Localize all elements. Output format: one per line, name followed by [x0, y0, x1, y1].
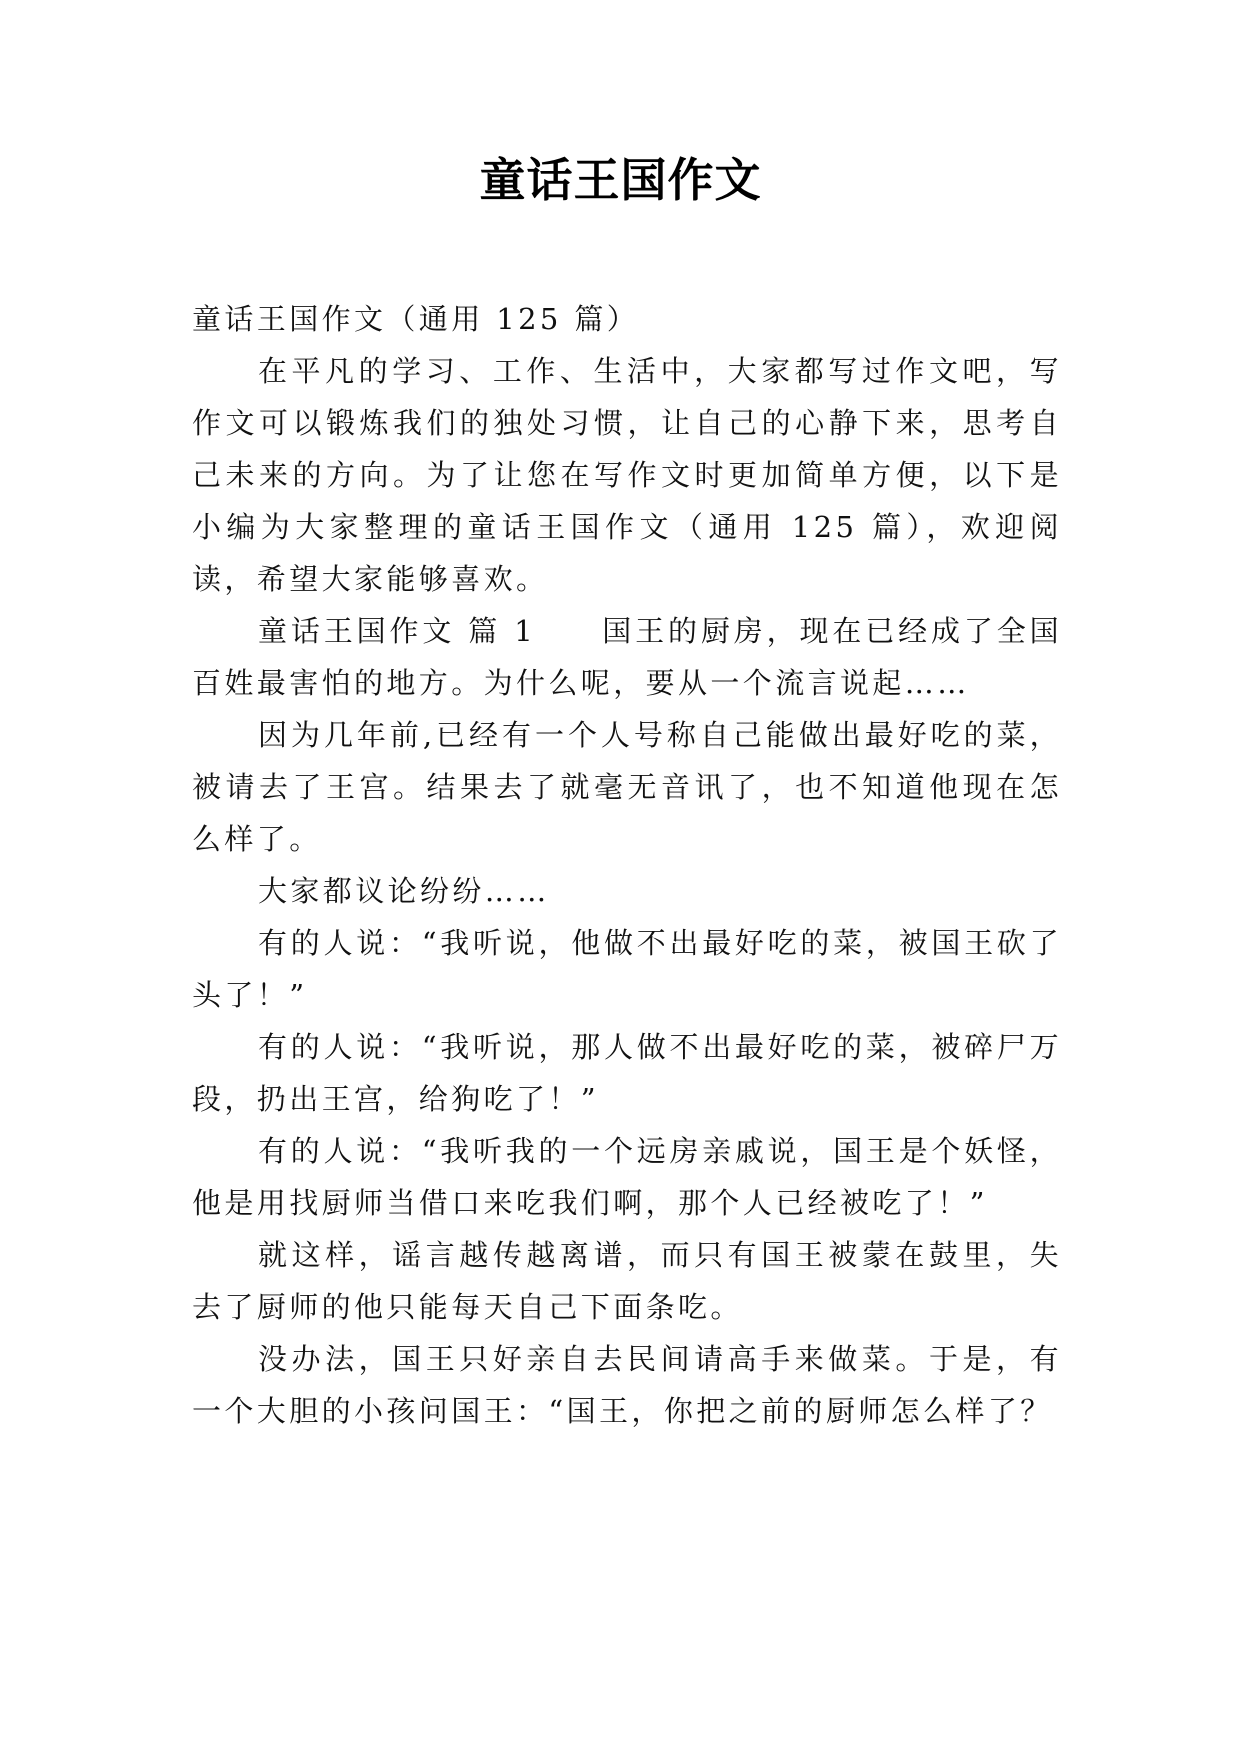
paragraph-rumor-2: 有的人说：“我听说，那人做不出最好吃的菜，被碎尸万段，扔出王宫，给狗吃了！”	[192, 1030, 1062, 1116]
paragraph-king-search: 没办法，国王只好亲自去民间请高手来做菜。于是，有一个大胆的小孩问国王：“国王，你把之前的厨师怎么样了？	[192, 1342, 1062, 1428]
paragraph-essay-1-opening: 童话王国作文 篇 1 国王的厨房，现在已经成了全国百姓最害怕的地方。为什么呢，要从一个流言说起……	[192, 614, 1062, 700]
paragraph-intro: 在平凡的学习、工作、生活中，大家都写过作文吧，写作文可以锻炼我们的独处习惯，让自己的心静下来，思考自己未来的方向。为了让您在写作文时更加简单方便，以下是小编为大家整理的童话王国作文（通用 125 篇），欢迎阅读，希望大家能够喜欢。	[192, 354, 1062, 596]
document-title: 童话王国作文	[479, 153, 762, 207]
document-subtitle: 童话王国作文（通用 125 篇）	[192, 302, 640, 336]
document-body	[192, 293, 1062, 1437]
paragraph-rumor-3: 有的人说：“我听我的一个远房亲戚说，国王是个妖怪，他是用找厨师当借口来吃我们啊，那个人已经被吃了！”	[192, 1134, 1062, 1220]
paragraph-rumor-1: 有的人说：“我听说，他做不出最好吃的菜，被国王砍了头了！”	[192, 926, 1062, 1012]
paragraph-rumor-spread: 就这样，谣言越传越离谱，而只有国王被蒙在鼓里，失去了厨师的他只能每天自己下面条吃。	[192, 1238, 1062, 1324]
paragraph-rumor-origin: 因为几年前,已经有一个人号称自己能做出最好吃的菜，被请去了王宫。结果去了就毫无音讯了，也不知道他现在怎么样了。	[192, 718, 1062, 856]
paragraph-discussion: 大家都议论纷纷……	[258, 874, 550, 908]
